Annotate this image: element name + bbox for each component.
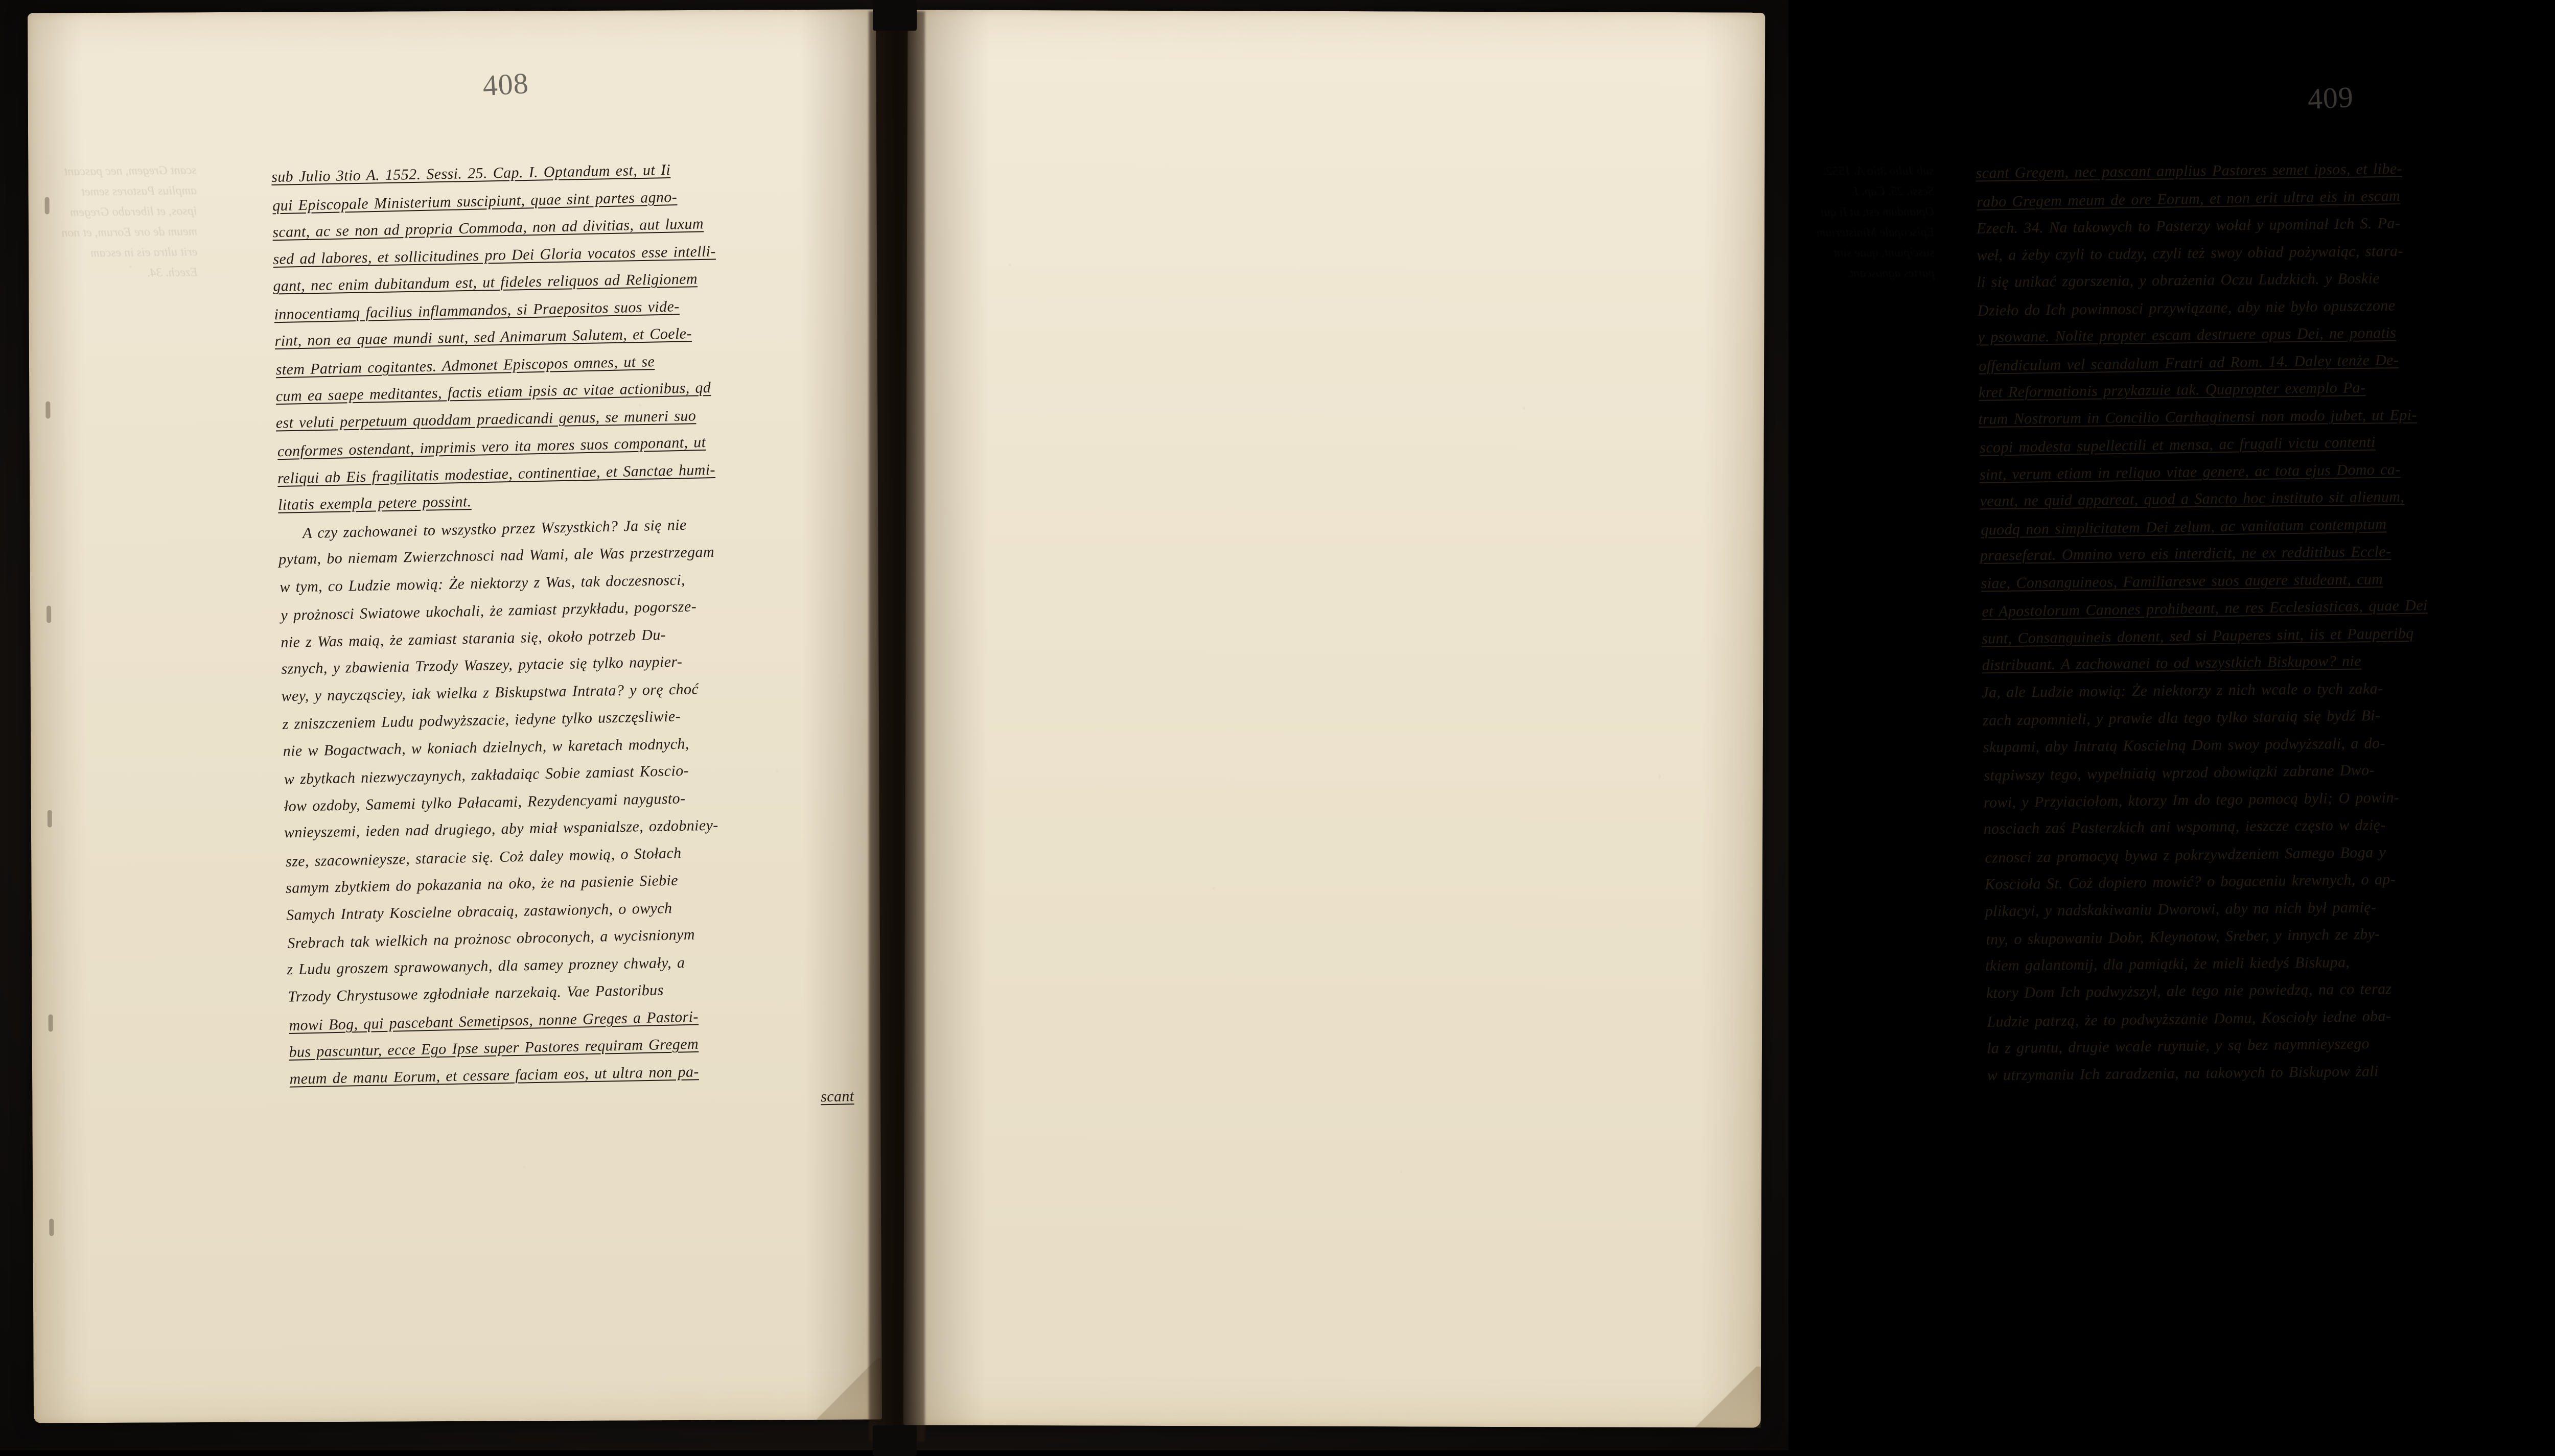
manuscript-line: weł, a żeby czyli to cudzy, czyli też swoy obiad pożywaiąc, stara- bbox=[1977, 242, 2403, 264]
catchword-left: scant bbox=[820, 1088, 854, 1106]
manuscript-line: sed ad labores, et sollicitudines pro Dei Gloria vocatos esse intelli- bbox=[273, 242, 716, 268]
manuscript-line: y psowane. Nolite propter escam destruere opus Dei, ne ponatis bbox=[1978, 324, 2397, 346]
manuscript-line: cznosci za promocyą bywa z pokrzywdzeniem Samego Boga y bbox=[1985, 843, 2386, 866]
paper-speckle-right bbox=[903, 10, 1766, 1427]
verso-showthrough-right: sub Julio 3tio A. 1552. Sessi. 25. Cap. I. Optandum est, ut Ii qui Episcopale Ministerium suscipiunt, quae sint partes agnoscant. bbox=[1814, 164, 1935, 280]
manuscript-line: Koscioła St. Coż dopiero mowić? o bogaceniu krewnych, o ap- bbox=[1984, 871, 2396, 893]
manuscript-line: stem Patriam cogitantes. Admonet Episcopos omnes, ut se bbox=[275, 353, 655, 378]
manuscript-line: zach zapomnieli, y prawie dla tego tylko staraią się bydź Bi- bbox=[1982, 707, 2381, 729]
manuscript-line: siae, Consanguineos, Familiaresve suos augere studeant, cum bbox=[1981, 570, 2383, 592]
manuscript-line: sze, szacownieysze, staracie się. Coż daley mowią, o Stołach bbox=[285, 844, 682, 870]
manuscript-line: rabo Gregem meum de ore Eorum, et non erit ultra eis in escam bbox=[1977, 187, 2401, 210]
binding-stitch-marks bbox=[39, 13, 65, 1423]
page-edge-stain-right bbox=[903, 10, 1766, 1427]
manuscript-line: Dzieło do Ich powinnosci przywiązane, aby nie było opuszczone bbox=[1977, 296, 2396, 319]
manuscript-line: tkiem galantomij, dla pamiątki, że mieli kiedyś Biskupa, bbox=[1985, 953, 2350, 974]
manuscript-line: quodq non simplicitatem Dei zelum, ac vanitatum contemptum bbox=[1981, 515, 2387, 538]
manuscript-line: z Ludu groszem sprawowanych, dla samey prozney chwały, a bbox=[287, 954, 685, 978]
right-page-text bbox=[1976, 152, 2555, 1089]
manuscript-line: meum de manu Eorum, et cessare faciam eos, ut ultra non pa- bbox=[289, 1063, 699, 1088]
manuscript-line: Ja, ale Ludzie mowią: Że niektorzy z nich wcale o tych zaka- bbox=[1982, 679, 2383, 701]
manuscript-line: tny, o skupowaniu Dobr, Kleynotow, Sreber, y innych ze zby- bbox=[1986, 925, 2380, 948]
manuscript-line: nosciach zaś Pasterzkich ani wspomną, ieszcze często w dzię- bbox=[1983, 816, 2386, 837]
manuscript-line: est veluti perpetuum quoddam praedicandi genus, se muneri suo bbox=[275, 407, 696, 431]
manuscript-line: z zniszczeniem Ludu podwyższacie, iedyne tylko uszczęsliwie- bbox=[282, 708, 681, 733]
manuscript-line: innocentiamq facilius inflammandos, si Praepositos suos vide- bbox=[274, 297, 680, 323]
manuscript-line: w utrzymaniu Ich zaradzenia, na takowych to Biskupow żali bbox=[1987, 1062, 2379, 1084]
manuscript-line: łow ozdoby, Samemi tylko Pałacami, Rezydencyami naygusto- bbox=[284, 789, 686, 815]
manuscript-line: w zbytkach niezwyczaynych, zakładaiąc Sobie zamiast Koscio- bbox=[284, 762, 689, 788]
right-page bbox=[903, 10, 2428, 1427]
manuscript-line: praeseferat. Omnino vero eis interdicit, ne ex redditibus Eccle- bbox=[1980, 543, 2391, 565]
manuscript-line: scant, ac se non ad propria Commoda, non ad divitias, aut luxum bbox=[272, 215, 704, 241]
page-corner-fold-right bbox=[1689, 1366, 1761, 1427]
manuscript-line: ktory Dom Ich podwyższył, ale tego nie powiedzą, na co teraz bbox=[1986, 980, 2392, 1002]
manuscript-line: rint, non ea quae mundi sunt, sed Animarum Salutem, et Coele- bbox=[274, 325, 692, 349]
manuscript-line: sunt, Consanguineis donent, sed si Pauperes sint, iis et Pauperibq bbox=[1981, 624, 2414, 647]
manuscript-line: conformes ostendant, imprimis vero ita mores suos componant, ut bbox=[277, 433, 706, 460]
gutter-clip-top bbox=[873, 0, 917, 31]
manuscript-line: et Apostolorum Canones prohibeant, ne res Ecclesiasticas, quae Dei bbox=[1982, 597, 2428, 620]
manuscript-line: cum ea saepe meditantes, factis etiam ipsis ac vitae actionibus, qd bbox=[275, 379, 711, 405]
manuscript-line: scopi modesta supellectili et mensa, ac frugali victu contenti bbox=[1980, 433, 2376, 456]
manuscript-line: gant, nec enim dubitandum est, ut fideles reliquos ad Religionem bbox=[273, 270, 698, 295]
manuscript-line: kret Reformationis przykazuie tak. Quapropter exemplo Pa- bbox=[1978, 379, 2366, 401]
manuscript-line: Srebrach tak wielkich na prożnosc obroconych, a wycisnionym bbox=[287, 926, 695, 952]
manuscript-line: wey, y naycząsciey, iak wielka z Biskupstwa Intrata? y orę choć bbox=[281, 680, 699, 704]
manuscript-line: sznych, y zbawienia Trzody Waszey, pytacie się tylko naypier- bbox=[281, 653, 683, 677]
manuscript-line: plikacyi, y nadskakiwaniu Dworowi, aby na nich był pamię- bbox=[1985, 898, 2377, 920]
manuscript-line: sub Julio 3tio A. 1552. Sessi. 25. Cap. I. Optandum est, ut Ii bbox=[271, 161, 671, 186]
folio-number-right: 409 bbox=[2307, 80, 2355, 116]
manuscript-line: Ludzie patrzą, że to podwyższanie Domu, Koscioły iedne oba- bbox=[1987, 1007, 2391, 1030]
manuscript-line: scant Gregem, nec pascant amplius Pastores semet ipsos, et libe- bbox=[1976, 160, 2403, 182]
gutter-clip-bottom bbox=[873, 1425, 917, 1456]
manuscript-line: nie w Bogactwach, w koniach dzielnych, w karetach modnych, bbox=[283, 735, 689, 760]
manuscript-line: trum Nostrorum in Concilio Carthaginensi non modo jubet, ut Epi- bbox=[1978, 406, 2417, 428]
manuscript-line: y prożnosci Swiatowe ukochali, że zamiast przykładu, pogorsze- bbox=[281, 598, 697, 624]
verso-showthrough-left: scant Gregem, nec pascant amplius Pastores semet ipsos, et liberabo Gregem meum de ore Eorum, et non erit ultra eis in escam Ezech. 34. bbox=[58, 163, 198, 280]
manuscript-line: distribuant. A zachowanei to od wszystkich Biskupow? nie bbox=[1982, 652, 2362, 674]
manuscript-line: stąpiwszy tego, wypełniaią wprzod obowiązki zabrane Dwo- bbox=[1984, 761, 2375, 784]
left-page-text bbox=[271, 152, 916, 1121]
manuscript-line: Samych Intraty Koscielne obracaią, zastawionych, o owych bbox=[286, 899, 672, 924]
left-page bbox=[28, 9, 882, 1423]
manuscript-line: veant, ne quid appareat, quod a Sancto hoc instituto sit alienum, bbox=[1980, 488, 2405, 510]
manuscript-line: wnieyszemi, ieden nad drugiego, aby miał wspanialsze, ozdobniey- bbox=[284, 816, 718, 841]
manuscript-line: A czy zachowanei to wszystko przez Wszystkich? Ja się nie bbox=[302, 516, 687, 542]
manuscript-line: rowi, y Przyiaciołom, ktorzy Im do tego pomocą byli; O powin- bbox=[1983, 788, 2400, 811]
book-gutter-shadow bbox=[869, 11, 925, 1442]
manuscript-line: Trzody Chrystusowe zgłodniałe narzekaią. Vae Pastoribus bbox=[288, 981, 664, 1005]
manuscript-line: mowi Bog, qui pascebant Semetipsos, nonne Greges a Pastori- bbox=[289, 1008, 699, 1034]
manuscript-line: reliqui ab Eis fragilitatis modestiae, continentiae, et Sanctae humi- bbox=[277, 461, 716, 487]
manuscript-line: Ezech. 34. Na takowych to Pasterzy wołał y upominał Ich S. Pa- bbox=[1976, 215, 2401, 237]
folio-number-left: 408 bbox=[481, 66, 530, 103]
manuscript-line: sint, verum etiam in reliquo vitae genere, ac tota ejus Domo ca- bbox=[1979, 460, 2401, 483]
open-book bbox=[31, 11, 2428, 1442]
manuscript-line: skupami, aby Intratą Koscielną Dom swoy podwyższali, a do- bbox=[1983, 734, 2385, 756]
manuscript-line: li się unikać zgorszenia, y obrażenia Oczu Ludzkich. y Boskie bbox=[1977, 270, 2380, 291]
manuscript-line: pytam, bo niemam Zwierzchnosci nad Wami, ale Was przestrzegam bbox=[278, 543, 715, 568]
manuscript-line: qui Episcopale Ministerium suscipiunt, quae sint partes agno- bbox=[272, 188, 678, 214]
manuscript-line: nie z Was maią, że zamiast starania się, około potrzeb Du- bbox=[281, 626, 666, 651]
manuscript-line: offendiculum vel scandalum Fratri ad Rom. 14. Daley tenże De- bbox=[1979, 351, 2399, 374]
manuscript-line: w tym, co Ludzie mowią: Że niektorzy z Was, tak doczesnosci, bbox=[279, 571, 686, 596]
manuscript-line: samym zbytkiem do pokazania na oko, że na pasienie Siebie bbox=[285, 872, 679, 897]
manuscript-line: la z gruntu, drugie wcale ruynuie, y są bez naymnieyszego bbox=[1986, 1035, 2370, 1057]
manuscript-line: bus pascuntur, ecce Ego Ipse super Pastores requiram Gregem bbox=[289, 1035, 699, 1061]
manuscript-line: litatis exempla petere possint. bbox=[277, 493, 472, 513]
